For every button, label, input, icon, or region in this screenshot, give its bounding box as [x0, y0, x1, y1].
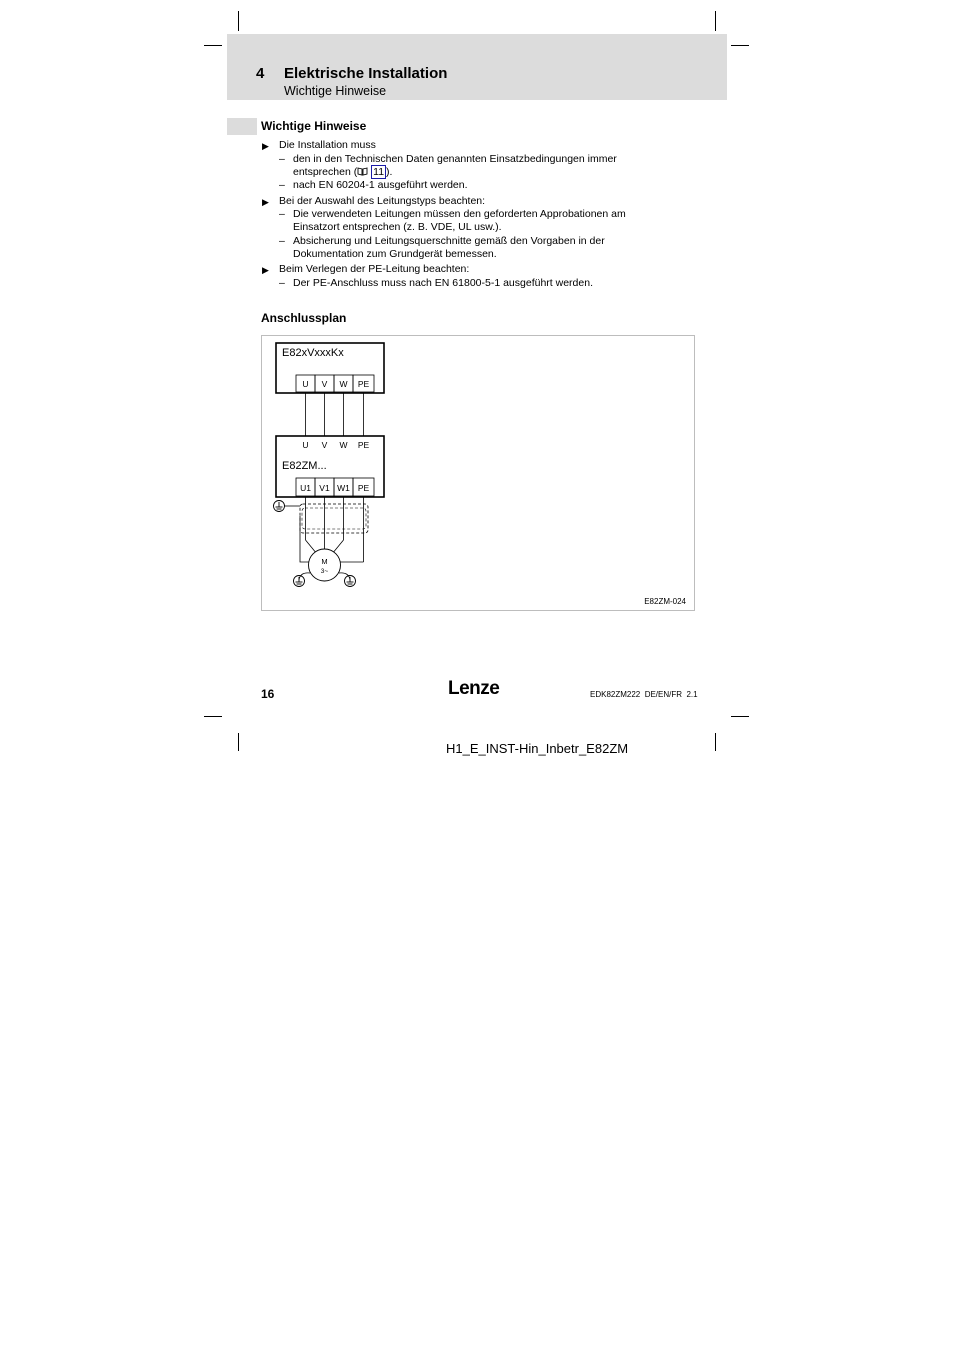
section-title: Anschlussplan	[261, 311, 347, 325]
dash-icon: –	[279, 277, 285, 289]
crop-mark	[238, 733, 239, 751]
section-tab	[227, 118, 257, 135]
sub-list-item-continued: Einsatzort entsprechen (z. B. VDE, UL usw.).	[293, 221, 502, 233]
wiring-diagram-svg	[262, 336, 694, 610]
sub-list-item: nach EN 60204-1 ausgeführt werden.	[293, 179, 468, 191]
crop-mark	[731, 45, 749, 46]
sub-list-item: Der PE-Anschluss muss nach EN 61800-5-1 ausgeführt werden.	[293, 277, 593, 289]
input-label-w: W	[339, 440, 348, 450]
crop-mark	[238, 11, 239, 31]
sub-list-item: den in den Technischen Daten genannten Einsatzbedingungen immer	[293, 153, 617, 165]
sub-list-item-continued: Dokumentation zum Grundgerät bemessen.	[293, 248, 497, 260]
crop-mark	[715, 733, 716, 751]
terminal-label-v: V	[321, 379, 328, 389]
filter-label: E82ZM...	[282, 460, 327, 472]
dash-icon: –	[279, 235, 285, 247]
connection-diagram	[261, 335, 695, 611]
terminal-label-w1: W1	[337, 483, 350, 493]
terminal-label-u1: U1	[300, 483, 311, 493]
bullet-arrow-icon: ▶	[262, 265, 269, 275]
sub-list-item: Absicherung und Leitungsquerschnitte gemäß den Vorgaben in der	[293, 235, 605, 247]
cable-shield-inner	[302, 508, 366, 529]
motor-label: M	[321, 557, 328, 566]
bullet-arrow-icon: ▶	[262, 197, 269, 207]
dash-icon: –	[279, 153, 285, 165]
crop-mark	[204, 716, 222, 717]
terminal-label-w: W	[339, 379, 348, 389]
bullet-arrow-icon: ▶	[262, 141, 269, 151]
inverter-label: E82xVxxxKx	[282, 347, 344, 359]
input-label-u: U	[302, 440, 309, 450]
figure-id: E82ZM-024	[644, 597, 686, 606]
sub-list-item-continued: entsprechen ( 11 ).	[293, 166, 393, 178]
dash-icon: –	[279, 179, 285, 191]
section-title: Wichtige Hinweise	[261, 119, 367, 133]
crop-mark	[731, 716, 749, 717]
input-label-pe: PE	[357, 440, 370, 450]
list-item: Bei der Auswahl des Leitungstyps beachten:	[279, 195, 486, 207]
dash-icon: –	[279, 208, 285, 220]
cable-shield	[300, 504, 368, 533]
page-reference-link[interactable]: 11	[373, 166, 385, 178]
chapter-title: Elektrische Installation	[284, 65, 448, 82]
terminal-label-v1: V1	[319, 483, 330, 493]
document-name: H1_E_INST-Hin_Inbetr_E82ZM	[446, 741, 629, 756]
sub-list-item: Die verwendeten Leitungen müssen den geforderten Approbationen am	[293, 208, 626, 220]
document-id: EDK82ZM222 DE/EN/FR 2.1	[590, 690, 698, 699]
input-label-v: V	[321, 440, 328, 450]
chapter-subtitle: Wichtige Hinweise	[284, 84, 387, 98]
list-item: Die Installation muss	[279, 139, 376, 151]
chapter-number: 4	[256, 65, 265, 82]
page-number: 16	[261, 687, 275, 701]
book-icon	[357, 167, 368, 176]
terminal-label-pe: PE	[357, 379, 370, 389]
list-item: Beim Verlegen der PE-Leitung beachten:	[279, 263, 470, 275]
crop-mark	[204, 45, 222, 46]
lenze-logo: Lenze	[448, 678, 500, 699]
motor-phase-label: 3~	[320, 568, 329, 575]
terminal-label-pe: PE	[357, 483, 370, 493]
terminal-label-u: U	[302, 379, 309, 389]
crop-mark	[715, 11, 716, 31]
